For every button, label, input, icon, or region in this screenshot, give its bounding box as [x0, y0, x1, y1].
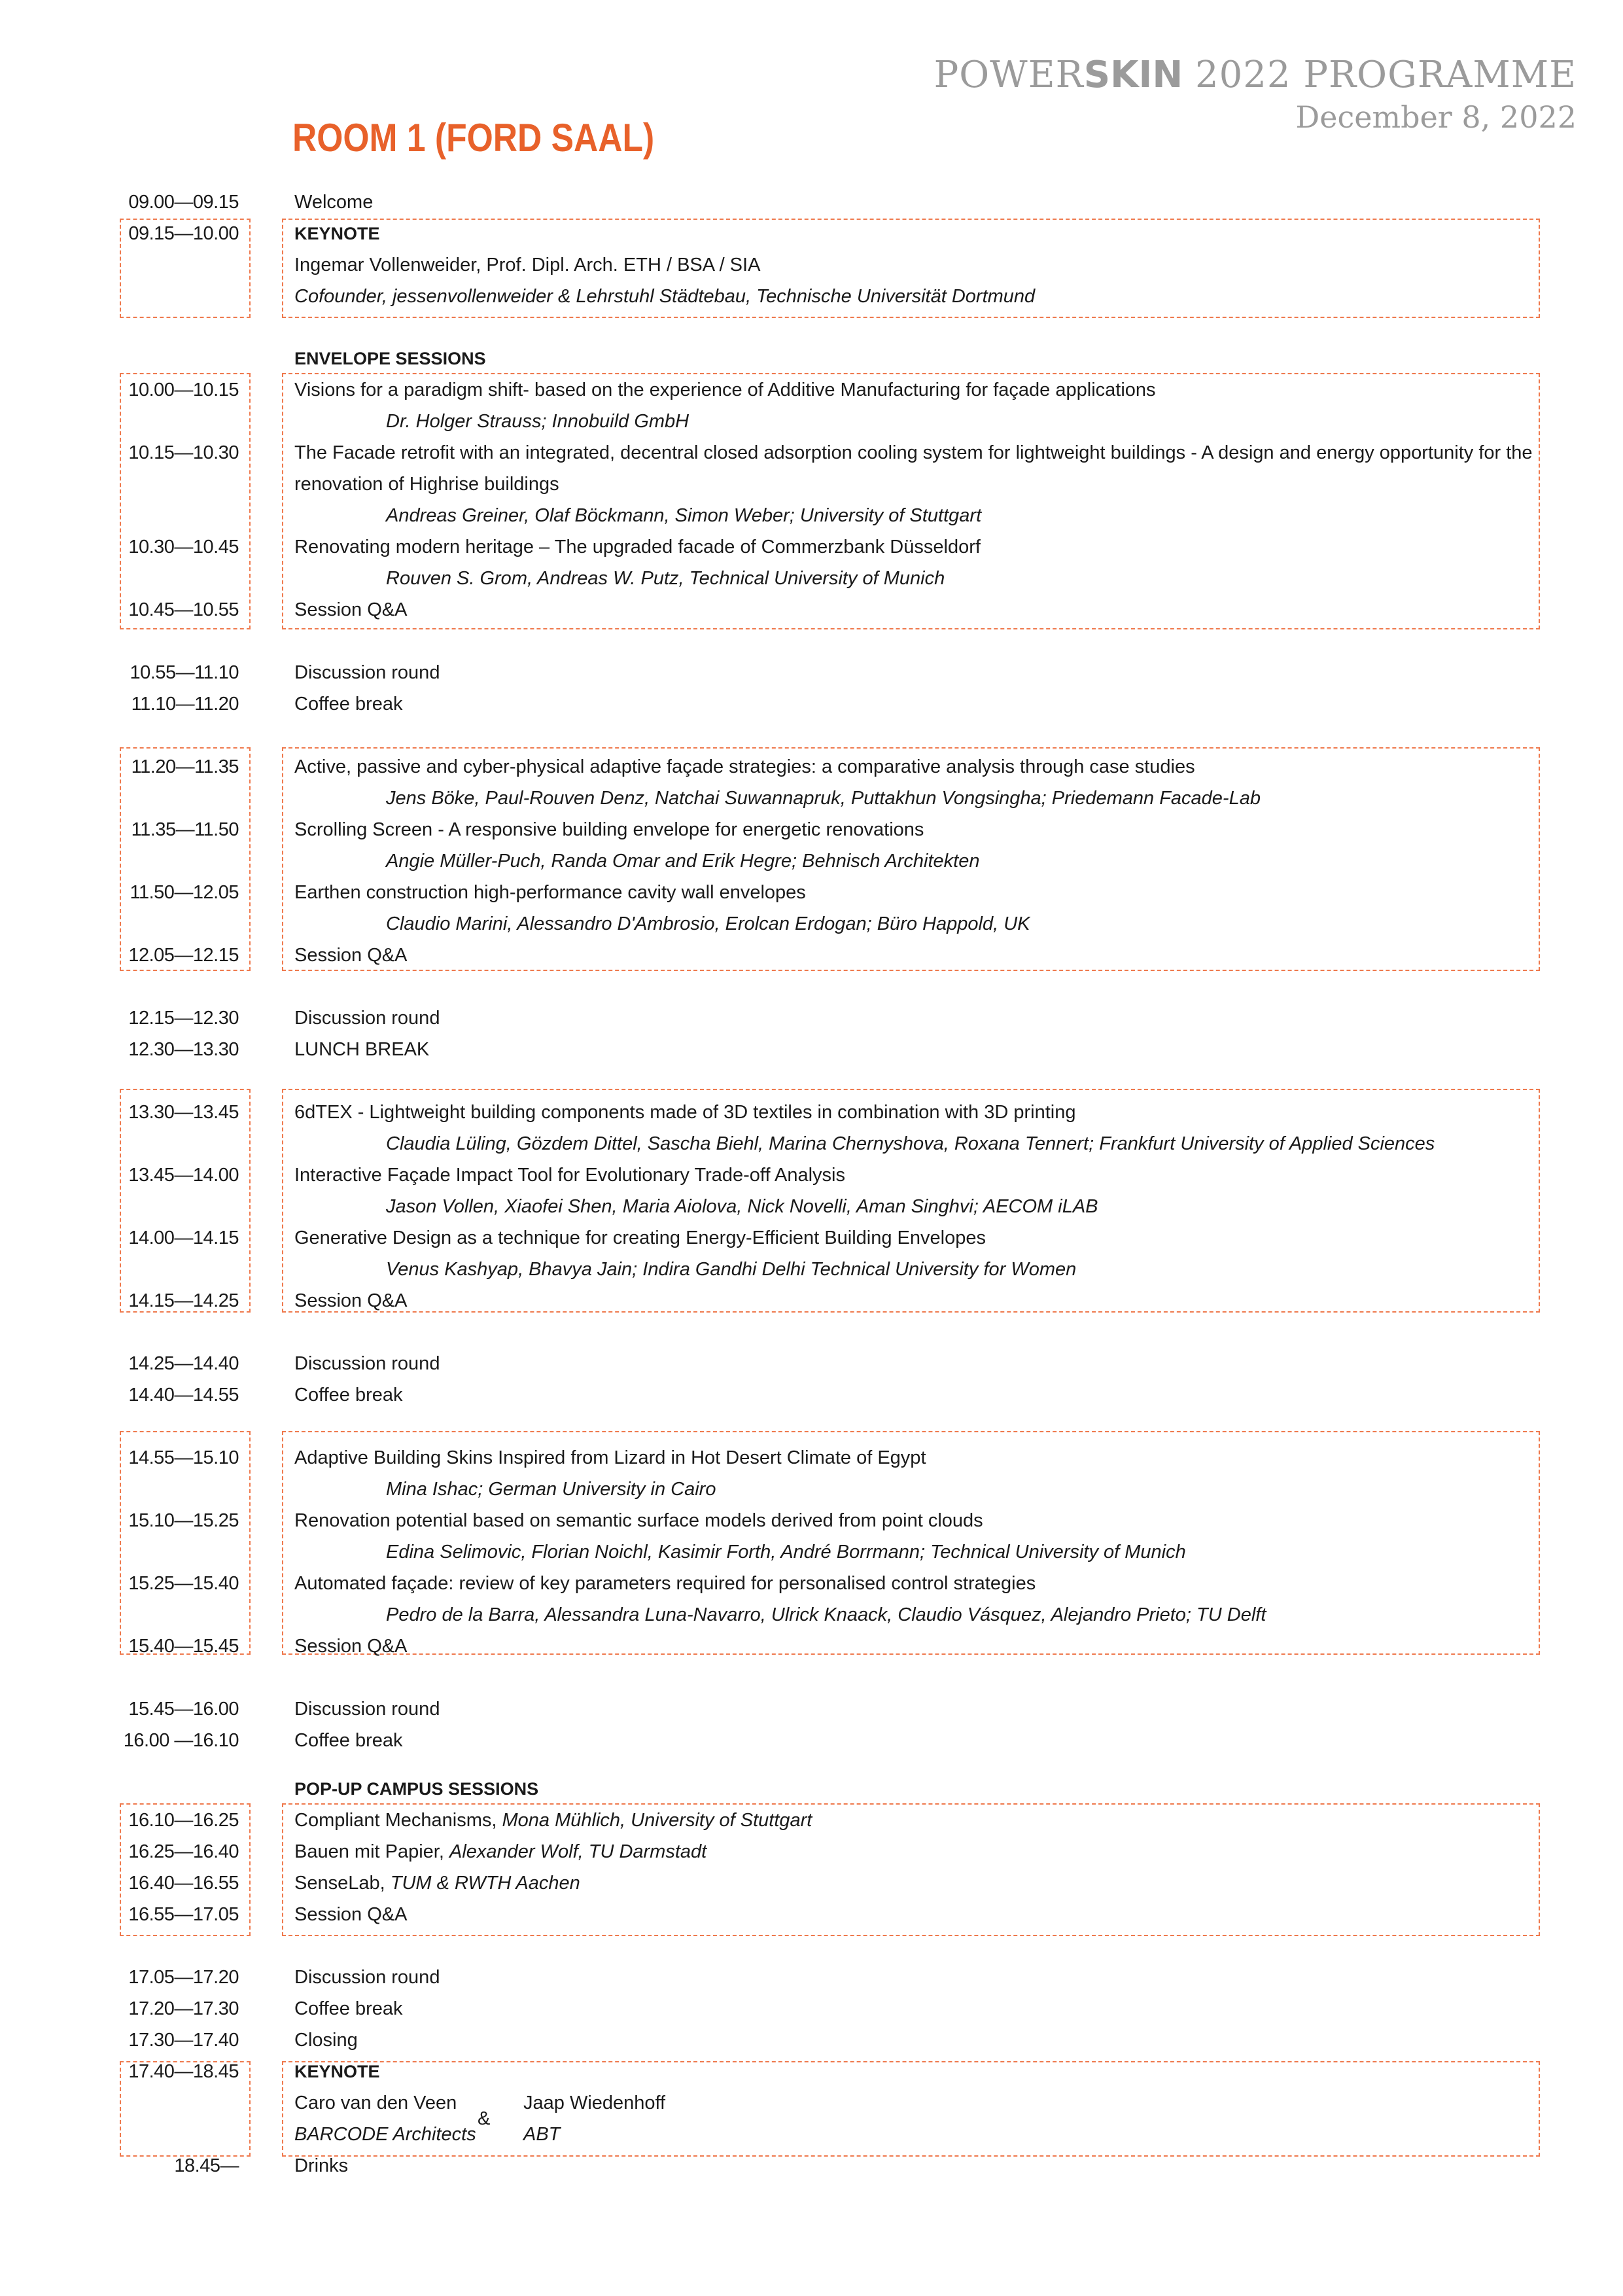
talk-authors: Angie Müller-Puch, Randa Omar and Erik Hegre; Behnisch Architekten — [386, 851, 980, 872]
qa-time: 12.05—12.15 — [128, 945, 239, 966]
break-text: Coffee break — [294, 694, 403, 715]
break-text: Discussion round — [294, 1008, 440, 1029]
talk-title: 6dTEX - Lightweight building components made of 3D textiles in combination with 3D printing — [294, 1102, 1076, 1123]
talk-time: 10.00—10.15 — [128, 380, 239, 400]
keynote2-ampersand: & — [478, 2108, 491, 2129]
break-time: 10.55—11.10 — [130, 662, 239, 683]
keynote1-speaker: Ingemar Vollenweider, Prof. Dipl. Arch. ETH / BSA / SIA — [294, 255, 761, 275]
talk-title: Interactive Façade Impact Tool for Evolutionary Trade-off Analysis — [294, 1165, 845, 1186]
break-time: 12.30—13.30 — [128, 1039, 239, 1060]
break-time: 16.00 —16.10 — [123, 1730, 239, 1751]
welcome-time: 09.00—09.15 — [128, 192, 239, 213]
brand-bold: SKIN — [1083, 54, 1183, 96]
break-text: Coffee break — [294, 1385, 403, 1405]
popup-talk — [294, 1805, 812, 1836]
talk-title: Active, passive and cyber-physical adaptive façade strategies: a comparative analysis through case studies — [294, 756, 1195, 777]
closing-time: 17.30—17.40 — [128, 2030, 239, 2051]
welcome-text: Welcome — [294, 192, 374, 213]
qa-time: 10.45—10.55 — [128, 599, 239, 620]
talk-authors: Pedro de la Barra, Alessandra Luna-Navarro, Ulrick Knaack, Claudio Vásquez, Alejandro Prieto; TU Delft — [386, 1604, 1266, 1625]
talk-title: SenseLab, — [294, 1873, 391, 1894]
talk-title: The Facade retrofit with an integrated, decentral closed adsorption cooling system for lightweight buildings - A design and energy opportunity for the — [294, 442, 1533, 463]
programme-title — [934, 54, 1577, 96]
break-text: Discussion round — [294, 1699, 440, 1720]
talk-authors: Rouven S. Grom, Andreas W. Putz, Technical University of Munich — [386, 568, 945, 589]
talk-time: 14.00—14.15 — [128, 1227, 239, 1248]
talk-authors: Edina Selimovic, Florian Noichl, Kasimir Forth, André Borrmann; Technical University of Munich — [386, 1542, 1186, 1563]
popup-talk — [294, 1867, 580, 1899]
break-text: Discussion round — [294, 1967, 440, 1988]
keynote2-affiliation1: BARCODE Architects — [294, 2124, 476, 2145]
envelope-time-box — [120, 373, 251, 629]
talk-time: 15.10—15.25 — [128, 1510, 239, 1531]
break-text: LUNCH BREAK — [294, 1039, 430, 1060]
qa-text: Session Q&A — [294, 1904, 408, 1925]
talk-title: Bauen mit Papier, — [294, 1841, 449, 1862]
talk-time: 15.25—15.40 — [128, 1573, 239, 1594]
qa-text: Session Q&A — [294, 599, 408, 620]
qa-time: 14.15—14.25 — [128, 1290, 239, 1311]
keynote1-affiliation: Cofounder, jessenvollenweider & Lehrstuhl Städtebau, Technische Universität Dortmund — [294, 286, 1036, 307]
brand-rest: 2022 PROGRAMME — [1183, 54, 1577, 96]
talk-authors: Venus Kashyap, Bhavya Jain; Indira Gandhi Delhi Technical University for Women — [386, 1259, 1077, 1280]
qa-text: Session Q&A — [294, 945, 408, 966]
room-title: ROOM 1 (FORD SAAL) — [292, 116, 655, 160]
programme-date: December 8, 2022 — [1295, 99, 1577, 135]
keynote2-affiliation2: ABT — [523, 2124, 561, 2145]
talk-title: Visions for a paradigm shift- based on the experience of Additive Manufacturing for façade applications — [294, 380, 1156, 400]
talk-title: Scrolling Screen - A responsive building envelope for energetic renovations — [294, 819, 924, 840]
break-text: Coffee break — [294, 1998, 403, 2019]
drinks-time: 18.45— — [174, 2155, 239, 2176]
break-text: Discussion round — [294, 1353, 440, 1374]
qa-time: 16.55—17.05 — [128, 1904, 239, 1925]
closing-text: Closing — [294, 2030, 358, 2051]
keynote1-label: KEYNOTE — [294, 224, 380, 243]
talk-time: 11.35—11.50 — [131, 819, 239, 840]
talk-title: Automated façade: review of key parameters required for personalised control strategies — [294, 1573, 1036, 1594]
talk-title: Renovation potential based on semantic surface models derived from point clouds — [294, 1510, 983, 1531]
keynote2-time: 17.40—18.45 — [128, 2061, 239, 2082]
talk-authors: Mona Mühlich, University of Stuttgart — [502, 1810, 812, 1831]
break-time: 14.25—14.40 — [128, 1353, 239, 1374]
drinks-text: Drinks — [294, 2155, 349, 2176]
break-time: 17.20—17.30 — [128, 1998, 239, 2019]
brand-light: POWER — [934, 54, 1084, 96]
keynote2-speaker2: Jaap Wiedenhoff — [523, 2093, 666, 2113]
keynote2-label: KEYNOTE — [294, 2062, 380, 2081]
talk-time: 14.55—15.10 — [128, 1447, 239, 1468]
talk-authors: Jens Böke, Paul-Rouven Denz, Natchai Suwannapruk, Puttakhun Vongsingha; Priedemann Facade-Lab — [386, 788, 1261, 809]
qa-text: Session Q&A — [294, 1290, 408, 1311]
talk-authors: Alexander Wolf, TU Darmstadt — [449, 1841, 707, 1862]
talk-authors: TUM & RWTH Aachen — [390, 1873, 580, 1894]
talk-time: 16.25—16.40 — [128, 1841, 239, 1862]
popup-talk — [294, 1836, 707, 1867]
talk-authors: Mina Ishac; German University in Cairo — [386, 1479, 716, 1500]
talk-time: 13.45—14.00 — [128, 1165, 239, 1186]
break-time: 14.40—14.55 — [128, 1385, 239, 1405]
talk-title: Earthen construction high-performance cavity wall envelopes — [294, 882, 806, 903]
talk-title-continued: renovation of Highrise buildings — [294, 474, 559, 495]
keynote2-speaker1: Caro van den Veen — [294, 2093, 457, 2113]
talk-time: 11.50—12.05 — [130, 882, 239, 903]
break-time: 11.10—11.20 — [131, 694, 239, 715]
break-time: 12.15—12.30 — [128, 1008, 239, 1029]
talk-authors: Claudio Marini, Alessandro D'Ambrosio, Erolcan Erdogan; Büro Happold, UK — [386, 913, 1030, 934]
break-text: Coffee break — [294, 1730, 403, 1751]
talk-time: 16.10—16.25 — [128, 1810, 239, 1831]
envelope-sessions-heading: ENVELOPE SESSIONS — [294, 349, 486, 368]
qa-time: 15.40—15.45 — [128, 1636, 239, 1657]
talk-authors: Dr. Holger Strauss; Innobuild GmbH — [386, 411, 689, 432]
talk-title: Renovating modern heritage – The upgraded facade of Commerzbank Düsseldorf — [294, 537, 981, 557]
talk-authors: Andreas Greiner, Olaf Böckmann, Simon Weber; University of Stuttgart — [386, 505, 982, 526]
talk-time: 13.30—13.45 — [128, 1102, 239, 1123]
talk-time: 10.30—10.45 — [128, 537, 239, 557]
keynote1-time: 09.15—10.00 — [128, 223, 239, 244]
popup-sessions-heading: POP-UP CAMPUS SESSIONS — [294, 1779, 539, 1799]
talk-time: 11.20—11.35 — [131, 756, 239, 777]
talk-authors: Claudia Lüling, Gözdem Dittel, Sascha Biehl, Marina Chernyshova, Roxana Tennert; Frankfurt University of Applied Sciences — [386, 1133, 1435, 1154]
talk-title: Compliant Mechanisms, — [294, 1810, 502, 1831]
talk-title: Adaptive Building Skins Inspired from Lizard in Hot Desert Climate of Egypt — [294, 1447, 926, 1468]
break-time: 15.45—16.00 — [128, 1699, 239, 1720]
talk-time: 10.15—10.30 — [128, 442, 239, 463]
talk-authors: Jason Vollen, Xiaofei Shen, Maria Aiolova, Nick Novelli, Aman Singhvi; AECOM iLAB — [386, 1196, 1098, 1217]
break-text: Discussion round — [294, 662, 440, 683]
qa-text: Session Q&A — [294, 1636, 408, 1657]
break-time: 17.05—17.20 — [128, 1967, 239, 1988]
talk-time: 16.40—16.55 — [128, 1873, 239, 1894]
talk-title: Generative Design as a technique for creating Energy-Efficient Building Envelopes — [294, 1227, 986, 1248]
